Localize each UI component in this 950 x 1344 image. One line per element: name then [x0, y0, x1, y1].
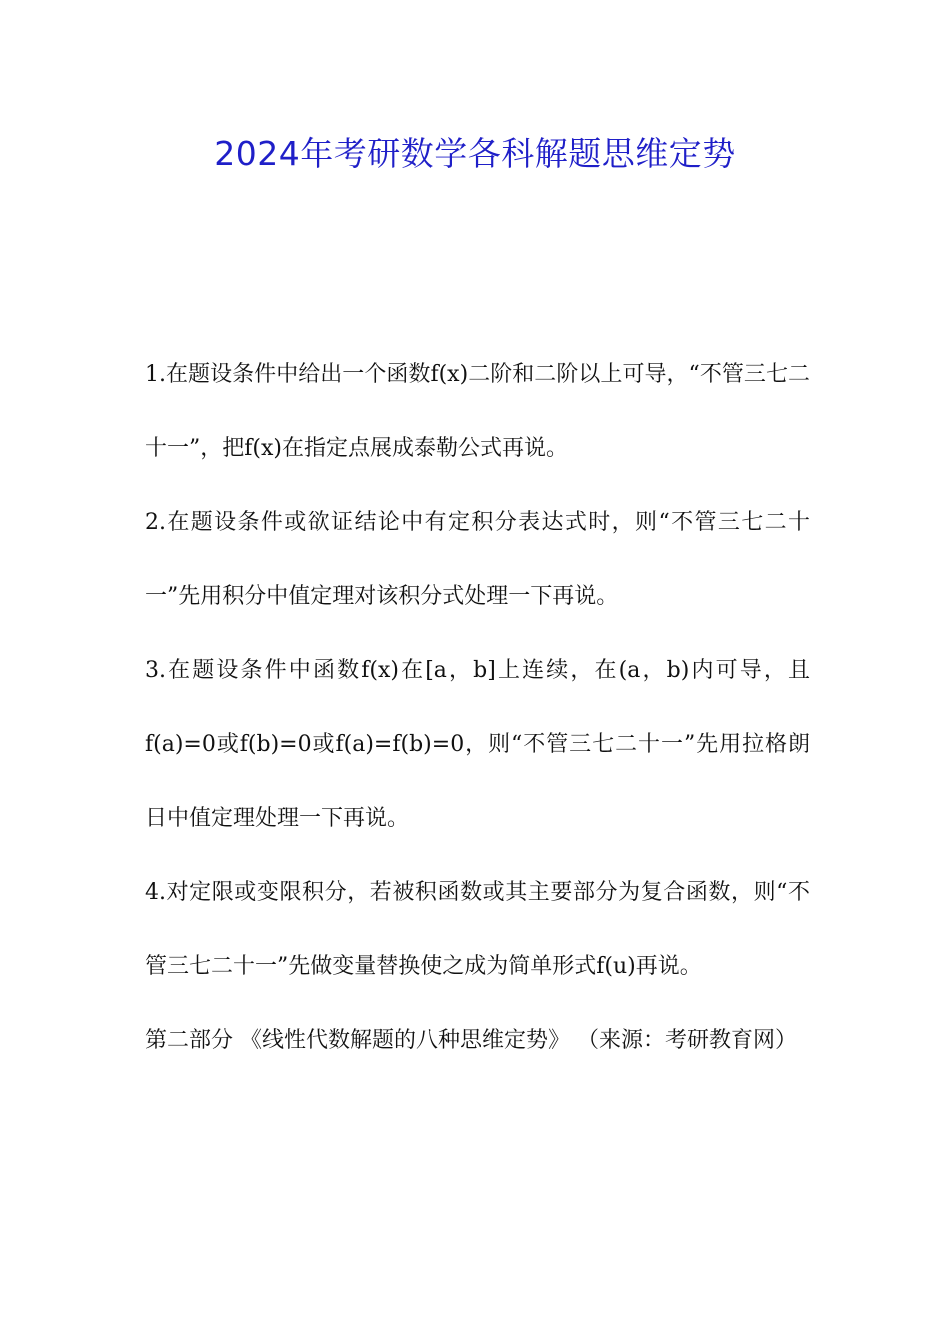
document-body: [145, 338, 810, 1078]
paragraph-1: 1.在题设条件中给出一个函数f(x)二阶和二阶以上可导，“不管三七二十一”，把f(x)在指定点展成泰勒公式再说。: [145, 362, 810, 461]
paragraph-2: 2.在题设条件或欲证结论中有定积分表达式时，则“不管三七二十一”先用积分中值定理对该积分式处理一下再说。: [145, 510, 810, 609]
document-title: 2024年考研数学各科解题思维定势: [214, 134, 736, 173]
section-heading: 第二部分 《线性代数解题的八种思维定势》 （来源：考研教育网）: [145, 1028, 797, 1053]
paragraph-3: 3.在题设条件中函数f(x)在[a，b]上连续，在(a，b)内可导，且f(a)=0或f(b)=0或f(a)=f(b)=0，则“不管三七二十一”先用拉格朗日中值定理处理一下再说。: [145, 658, 810, 831]
paragraph-4: 4.对定限或变限积分，若被积函数或其主要部分为复合函数，则“不管三七二十一”先做变量替换使之成为简单形式f(u)再说。: [145, 880, 810, 979]
